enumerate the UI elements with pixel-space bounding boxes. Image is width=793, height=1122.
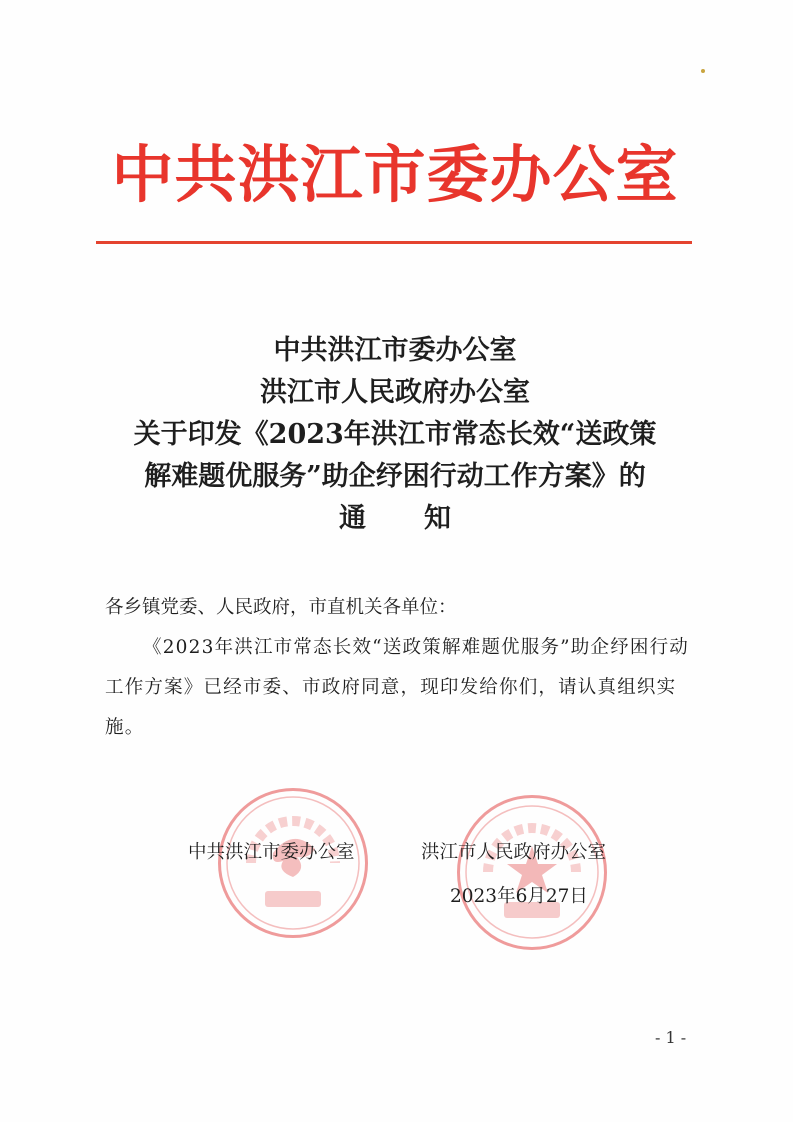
- body-paragraph: 《2023年洪江市常态长效“送政策解难题优服务”助企纾困行动工作方案》已经市委、市政府同意，现印发给你们，请认真组织实施。: [105, 637, 689, 738]
- document-title: [90, 330, 700, 540]
- title-line-2: 洪江市人民政府办公室: [260, 377, 530, 408]
- salutation: 各乡镇党委、人民政府，市直机关各单位：: [105, 597, 457, 618]
- issue-date: 2023年6月27日: [450, 886, 588, 907]
- official-seal-right: [457, 795, 607, 950]
- title-line-1: 中共洪江市委办公室: [273, 335, 517, 366]
- red-header-rule: [96, 241, 692, 244]
- red-header-title: 中共洪江市委办公室: [111, 138, 679, 211]
- title-line-4: 解难题优服务”助企纾困行动工作方案》的: [144, 461, 646, 492]
- document-body: [105, 588, 695, 748]
- seal-right-graphic: [460, 798, 604, 947]
- page-number: - 1 -: [655, 1028, 687, 1047]
- signer-government-office: 洪江市人民政府办公室: [421, 842, 607, 863]
- title-line-3: 关于印发《2023年洪江市常态长效“送政策: [133, 419, 657, 450]
- signer-party-office: 中共洪江市委办公室: [188, 842, 355, 863]
- title-line-5: 通知: [339, 503, 509, 534]
- scan-speck: [701, 69, 705, 73]
